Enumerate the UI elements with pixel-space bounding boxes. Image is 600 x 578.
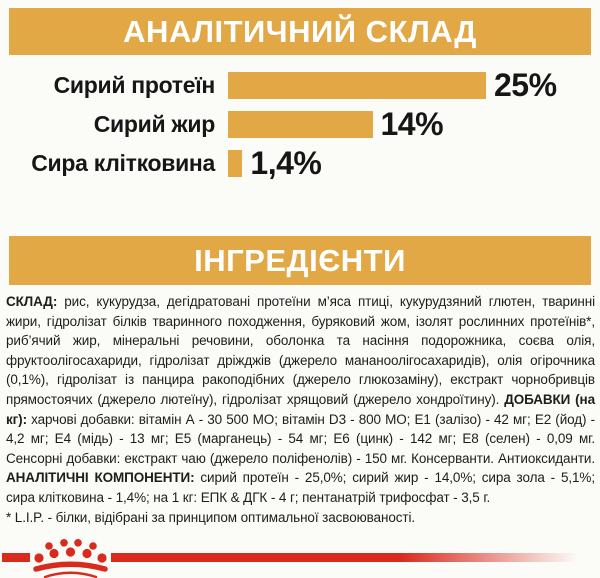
lip-footnote: * L.I.P. - білки, відібрані за принципом оптимальної засвоюваності. (6, 509, 416, 525)
ingredients-banner (9, 236, 591, 285)
footer-rule-right (111, 553, 592, 562)
fiber-label: Сира клітковина (31, 150, 215, 176)
nutrition-bar-chart (0, 66, 600, 183)
royal-canin-crown-icon (32, 538, 109, 578)
protein-value: 25% (494, 67, 557, 103)
composition-heading: СКЛАД: (6, 294, 58, 309)
chart-row-fiber (0, 144, 600, 183)
additives-heading: ДОБАВКИ (на кг): (6, 391, 595, 427)
footer-rule-left (2, 553, 30, 562)
ingredients-text-block (6, 292, 595, 527)
analytical-composition-title: АНАЛІТИЧНИЙ СКЛАД (123, 14, 477, 49)
protein-bar (228, 72, 486, 99)
protein-label: Сирий протеїн (53, 72, 215, 98)
analytical-components-text: сирий протеїн - 25,0%; сирий жир - 14,0%; сира зола - 5,1%; сира клітковина - 1,4%; на 1 кг: ЕПК & ДГК - 4 г; пентанатрій трифосфат - 3,5 г. (6, 470, 595, 505)
fiber-value: 1,4% (250, 145, 322, 181)
composition-text: рис, кукурудза, дегідратовані протеїни м’яса птиці, кукурудзяний глютен, тваринні жири, гідролізат білків тваринного походження, буряковий жом, ізолят рослинних протеїнів*, риб’ячий жир, мінеральні речовини, оболонка та насіння подорожника, соєва олія, фруктоолігосахариди, гідролізат дріжджів (джерело мананоолігосахаридів), олія огірочника (0,1%), гідролізат із панцира ракоподібних (джерело глюкозаміну), екстракт чорнобривців прямостоячих (джерело лютеїну), гідролізат хрящовий (джерело хондроїтину). (6, 294, 595, 407)
analytical-composition-banner (9, 8, 591, 55)
analytical-components-heading: АНАЛІТИЧНІ КОМПОНЕНТИ: (6, 470, 195, 486)
fat-value: 14% (380, 106, 444, 142)
fiber-bar (228, 150, 242, 177)
chart-row-fat (0, 105, 600, 144)
ingredients-paragraph (6, 292, 595, 508)
chart-row-protein (0, 66, 600, 105)
additives-text: харчові добавки: вітамін А - 30 500 МО; вітамін D3 - 800 МО; Е1 (залізо) - 42 мг; Е2 (йод) - 4,2 мг; Е4 (мідь) - 13 мг; Е5 (марганець) - 54 мг; Е6 (цинк) - 142 мг; Е8 (селен) - 0,09 мг. Сенсорні добавки: екстракт чаю (джерело поліфенолів) - 150 мг. Консерванти. Антиоксиданти. (6, 411, 595, 466)
fat-label: Сирий жир (93, 111, 215, 137)
ingredients-title: ІНГРЕДІЄНТИ (194, 243, 406, 278)
fat-bar (228, 111, 373, 138)
